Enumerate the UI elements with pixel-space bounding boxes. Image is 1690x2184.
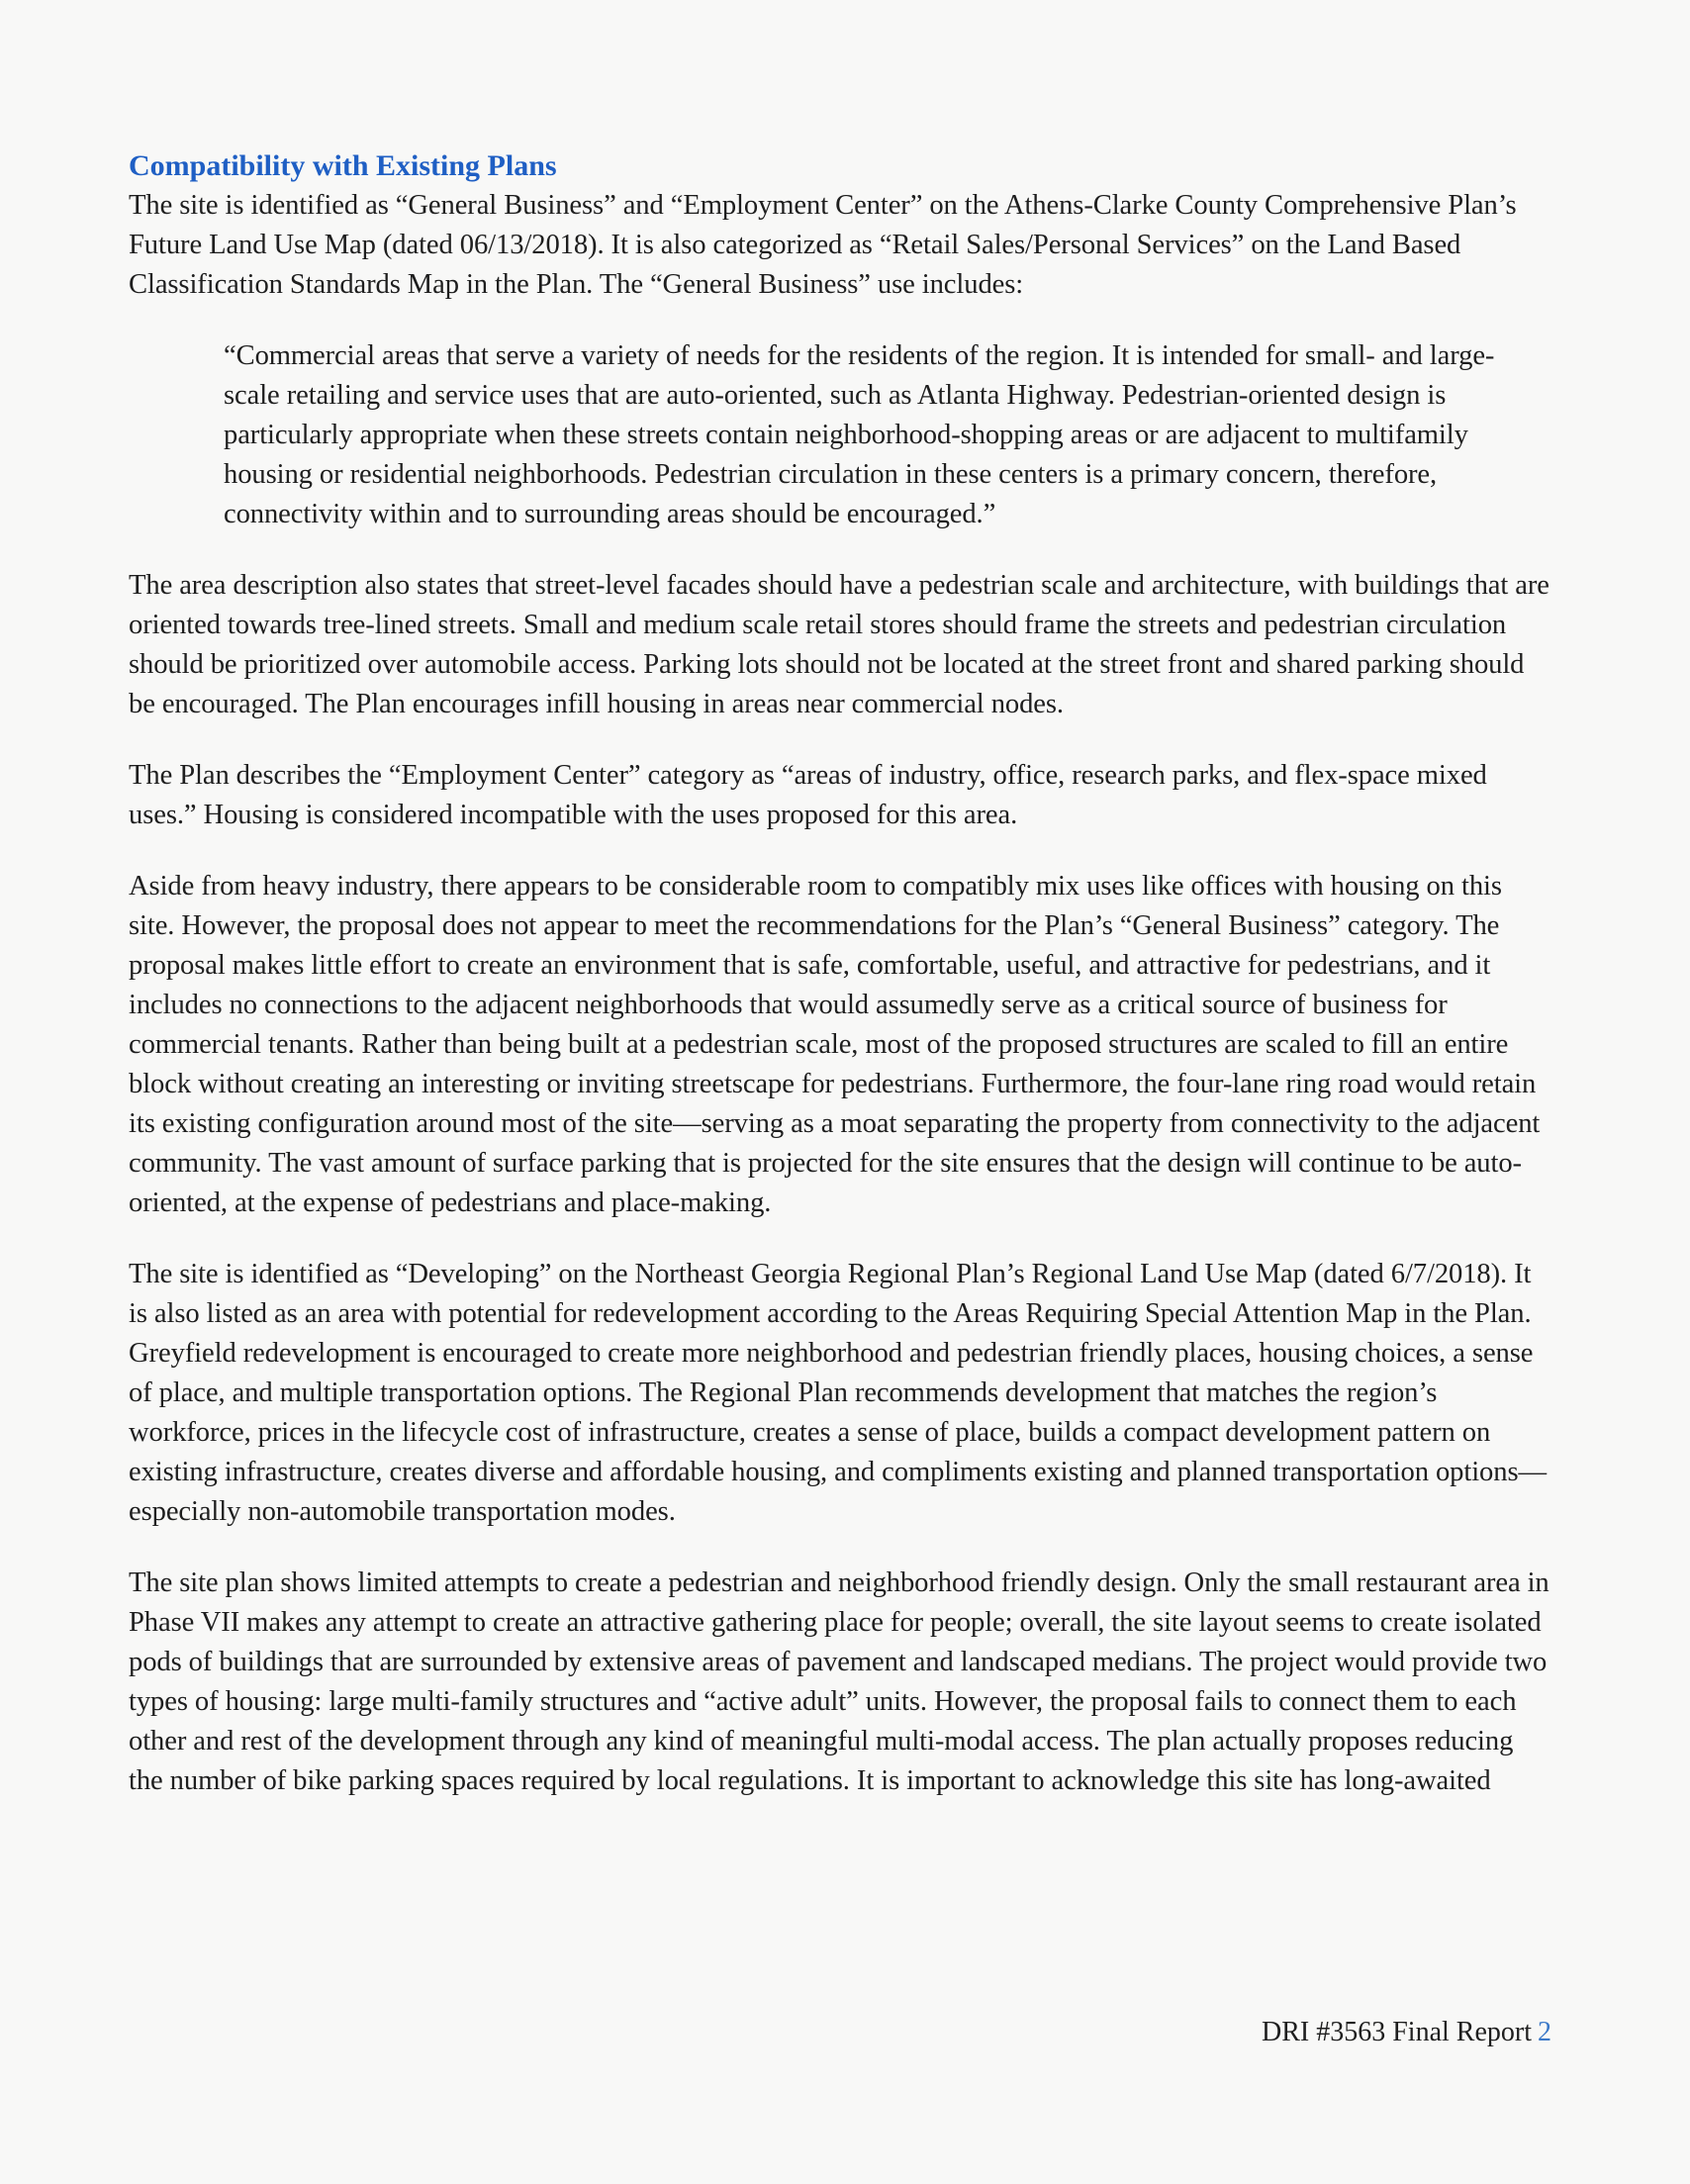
footer-report-label: DRI #3563 Final Report (1262, 2017, 1532, 2047)
paragraph-land-use-intro: The site is identified as “General Business” and “Employment Center” on the Athens-Clarke County Comprehensive Plan’s Future Land Use Map (dated 06/13/2018). It is also categorized as “Retail Sales/Personal Services” on the Land Based Classification Standards Map in the Plan. The “General Business” use includes: (129, 190, 1517, 300)
paragraph-employment-center: The Plan describes the “Employment Center” category as “areas of industry, office, research parks, and flex-space mixed uses.” Housing is considered incompatible with the uses proposed for this area. (129, 760, 1487, 830)
page-footer (1262, 2013, 1551, 2052)
section-heading: Compatibility with Existing Plans (129, 149, 557, 182)
document-body (129, 146, 1553, 1833)
page-number: 2 (1538, 2017, 1551, 2047)
general-business-quote: “Commercial areas that serve a variety of needs for the residents of the region. It is intended for small- and large-scale retailing and service uses that are auto-oriented, such as Atlanta Highway. Pedestrian-oriented design is particularly appropriate when these streets contain neighborhood-shopping areas or are adjacent to multifamily housing or residential neighborhoods. Pedestrian circulation in these centers is a primary concern, therefore, connectivity within and to surrounding areas should be encouraged.” (224, 340, 1495, 529)
paragraph-site-plan: The site plan shows limited attempts to create a pedestrian and neighborhood friendly design. Only the small restaurant area in Phase VII makes any attempt to create an attractive gathering place for people; overall, the site layout seems to create isolated pods of buildings that are surrounded by extensive areas of pavement and landscaped medians. The project would provide two types of housing: large multi-family structures and “active adult” units. However, the proposal fails to connect them to each other and rest of the development through any kind of meaningful multi-modal access. The plan actually proposes reducing the number of bike parking spaces required by local regulations. It is important to acknowledge this site has long-awaited (129, 1567, 1549, 1796)
paragraph-area-description: The area description also states that street-level facades should have a pedestrian scale and architecture, with buildings that are oriented towards tree-lined streets. Small and medium scale retail stores should frame the streets and pedestrian circulation should be prioritized over automobile access. Parking lots should not be located at the street front and shared parking should be encouraged. The Plan encourages infill housing in areas near commercial nodes. (129, 570, 1549, 719)
paragraph-regional-plan: The site is identified as “Developing” on the Northeast Georgia Regional Plan’s Regional Land Use Map (dated 6/7/2018). It is also listed as an area with potential for redevelopment according to the Areas Requiring Special Attention Map in the Plan. Greyfield redevelopment is encouraged to create more neighborhood and pedestrian friendly places, housing choices, a sense of place, and multiple transportation options. The Regional Plan recommends development that matches the region’s workforce, prices in the lifecycle cost of infrastructure, creates a sense of place, builds a compact development pattern on existing infrastructure, creates diverse and affordable housing, and compliments existing and planned transportation options—especially non-automobile transportation modes. (129, 1259, 1547, 1527)
paragraph-proposal-assessment: Aside from heavy industry, there appears to be considerable room to compatibly mix uses like offices with housing on this site. However, the proposal does not appear to meet the recommendations for the Plan’s “General Business” category. The proposal makes little effort to create an environment that is safe, comfortable, useful, and attractive for pedestrians, and it includes no connections to the adjacent neighborhoods that would assumedly serve as a critical source of business for commercial tenants. Rather than being built at a pedestrian scale, most of the proposed structures are scaled to fill an entire block without creating an interesting or inviting streetscape for pedestrians. Furthermore, the four-lane ring road would retain its existing configuration around most of the site—serving as a moat separating the property from connectivity to the adjacent community. The vast amount of surface parking that is projected for the site ensures that the design will continue to be auto-oriented, at the expense of pedestrians and place-making. (129, 871, 1541, 1218)
